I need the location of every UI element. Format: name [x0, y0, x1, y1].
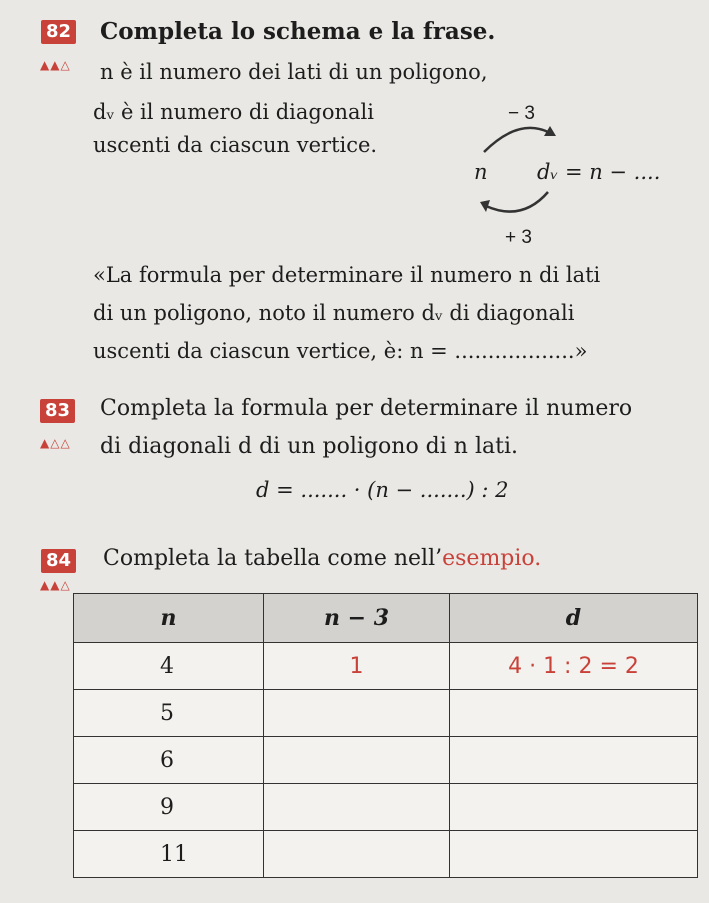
cell-n-minus-3[interactable] [264, 784, 450, 831]
exercise-number-82: 82 [41, 20, 76, 44]
cell-d[interactable]: 4 · 1 : 2 = 2 [450, 643, 698, 690]
cell-n: 6 [74, 737, 264, 784]
table-header-row [74, 594, 698, 643]
exercise-82-line2: dᵥ è il numero di diagonali [93, 100, 374, 124]
difficulty-indicator-84: ▲▲△ [40, 578, 71, 592]
exercise-82-sentence-2: di un poligono, noto il numero dᵥ di diagonali [93, 301, 575, 325]
table-row [74, 831, 698, 878]
cell-d[interactable] [450, 784, 698, 831]
cell-n: 5 [74, 690, 264, 737]
exercise-82-sentence-3: uscenti da ciascun vertice, è: n = ..................» [93, 339, 588, 363]
cell-n-minus-3[interactable] [264, 737, 450, 784]
table-row [74, 690, 698, 737]
cell-n: 9 [74, 784, 264, 831]
exercise-number-83: 83 [40, 399, 75, 423]
exercise-82-sentence-1: «La formula per determinare il numero n di lati [93, 263, 601, 287]
cell-d[interactable] [450, 831, 698, 878]
arrow-label-plus-3: + 3 [505, 227, 532, 248]
exercise-82-title: Completa lo schema e la frase. [100, 18, 496, 45]
cell-n-minus-3[interactable] [264, 831, 450, 878]
difficulty-indicator-82: ▲▲△ [40, 58, 71, 72]
exercise-83-line2: di diagonali d di un poligono di n lati. [100, 434, 518, 459]
cell-n-minus-3[interactable] [264, 690, 450, 737]
header-d: d [450, 594, 698, 643]
header-n: n [74, 594, 264, 643]
exercise-84-table [73, 593, 698, 878]
exercise-number-84: 84 [41, 549, 76, 573]
curved-arrow-right-icon [478, 118, 558, 156]
difficulty-indicator-83: ▲△△ [40, 436, 71, 450]
table-row [74, 643, 698, 690]
scheme-n: n [474, 160, 488, 184]
cell-n: 11 [74, 831, 264, 878]
scheme-formula: dᵥ = n − .... [537, 160, 661, 184]
arrow-label-minus-3: − 3 [508, 103, 535, 124]
cell-n-minus-3[interactable]: 1 [264, 643, 450, 690]
exercise-83-title: Completa la formula per determinare il numero [100, 396, 633, 421]
table-row [74, 784, 698, 831]
cell-n: 4 [74, 643, 264, 690]
exercise-82-line3: uscenti da ciascun vertice. [93, 133, 378, 157]
cell-d[interactable] [450, 737, 698, 784]
exercise-82-line1: n è il numero dei lati di un poligono, [100, 60, 488, 84]
exercise-83-formula: d = ....... · (n − .......) : 2 [256, 478, 509, 502]
header-n-minus-3: n − 3 [264, 594, 450, 643]
exercise-84-title: Completa la tabella come nell’esempio. [103, 546, 542, 571]
cell-d[interactable] [450, 690, 698, 737]
curved-arrow-left-icon [476, 188, 556, 226]
table-row [74, 737, 698, 784]
